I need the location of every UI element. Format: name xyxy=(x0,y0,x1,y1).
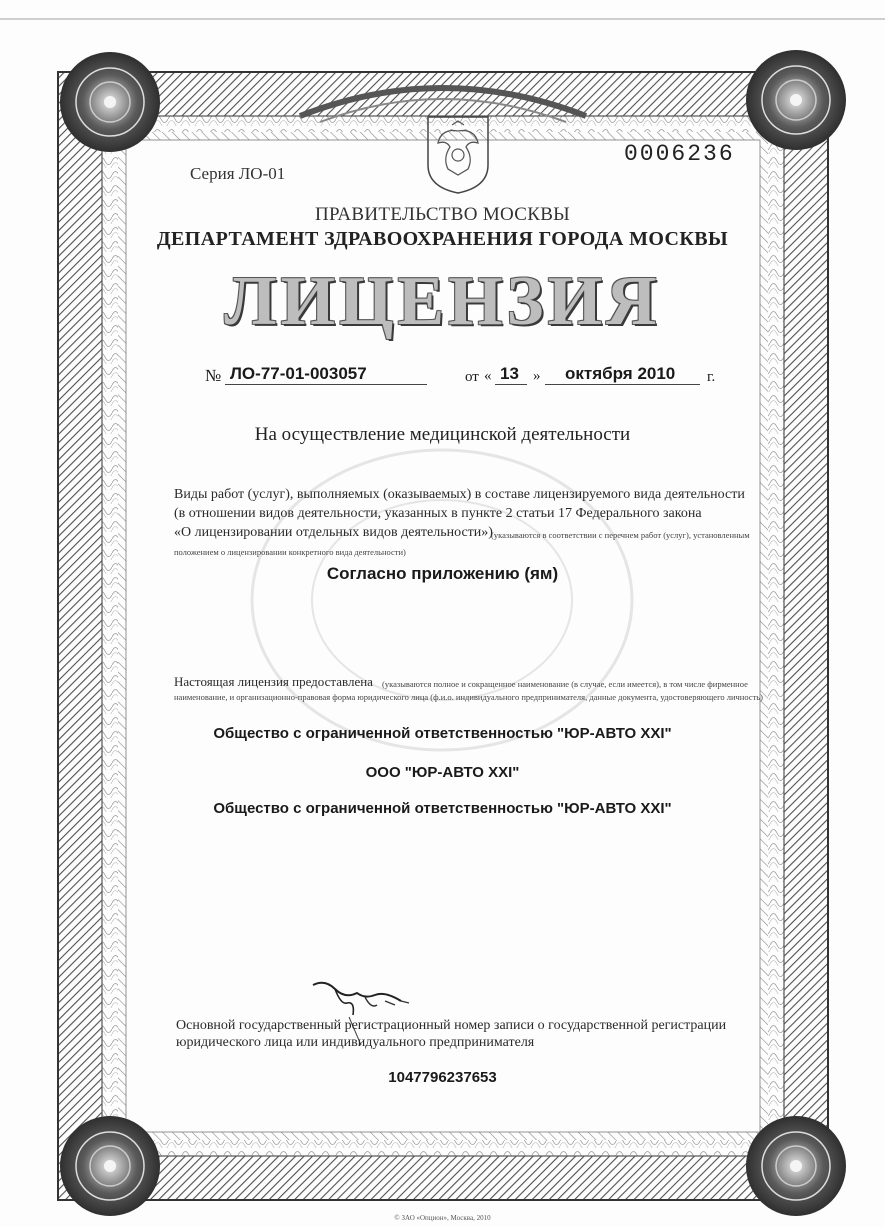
works-label-line-2: (в отношении видов деятельности, указанных в пункте 2 статьи 17 Федерального закона xyxy=(174,506,702,521)
year-suffix: г. xyxy=(707,369,716,385)
number-sign: № xyxy=(205,366,222,385)
license-number-underline xyxy=(225,384,427,385)
coat-of-arms-icon xyxy=(424,113,492,195)
organization-short-name: ООО "ЮР-АВТО XXI" xyxy=(365,764,520,781)
printer-imprint: © ЗАО «Опцион», Москва, 2010 xyxy=(394,1214,491,1222)
organization-firm-name: Общество с ограниченной ответственностью "ЮР-АВТО XXI" xyxy=(213,800,672,817)
works-label-line-1: Виды работ (услуг), выполняемых (оказываемых) в составе лицензируемого вида деятельности xyxy=(174,487,745,502)
registration-label-line-1: Основной государственный регистрационный номер записи о государственной регистрации xyxy=(176,1018,727,1033)
works-note-line-2: положением о лицензировании конкретного вида деятельности) xyxy=(174,547,406,557)
works-label-line-3: «О лицензировании отдельных видов деятельности») xyxy=(174,525,493,540)
activity-type: На осуществление медицинской деятельности xyxy=(254,424,631,445)
issuer-department: ДЕПАРТАМЕНТ ЗДРАВООХРАНЕНИЯ ГОРОДА МОСКВЫ xyxy=(156,228,729,250)
rosette-bottom-right xyxy=(746,1116,846,1216)
rosette-top-right xyxy=(746,50,846,150)
registration-label-line-2: юридического лица или индивидуального предпринимателя xyxy=(176,1035,535,1050)
document-title: ЛИЦЕНЗИЯ xyxy=(224,263,661,340)
works-value: Согласно приложению (ям) xyxy=(326,564,559,583)
date-prefix: от xyxy=(465,369,479,385)
series-label: Серия ЛО-01 xyxy=(190,164,286,183)
month-underline xyxy=(545,384,700,385)
granted-note-line-1: (указываются полное и сокращенное наименование (в случае, если имеется), в том числе фирменное xyxy=(382,679,748,689)
date-quote-open: « xyxy=(484,368,492,384)
works-note-line-1: (указываются в соответствии с перечнем работ (услуг), установленным xyxy=(491,530,750,540)
rosette-bottom-left xyxy=(60,1116,160,1216)
rosette-top-left xyxy=(60,52,160,152)
granted-note-line-2: наименование, и организационно-правовая форма юридического лица (ф.и.о. индивидуального предпринимателя, данные документа, удостоверяющего личность) xyxy=(174,692,763,702)
license-day: 13 xyxy=(500,364,519,383)
date-quote-close: » xyxy=(533,368,541,384)
ogrn-number: 1047796237653 xyxy=(388,1069,497,1086)
day-underline xyxy=(495,384,527,385)
granted-label: Настоящая лицензия предоставлена xyxy=(174,674,373,689)
issuer-government: ПРАВИТЕЛЬСТВО МОСКВЫ xyxy=(314,204,571,225)
license-month-year: октября 2010 xyxy=(565,364,676,383)
organization-full-name: Общество с ограниченной ответственностью "ЮР-АВТО XXI" xyxy=(213,725,672,742)
form-number: 0006236 xyxy=(624,141,735,167)
license-number: ЛО-77-01-003057 xyxy=(230,364,367,383)
